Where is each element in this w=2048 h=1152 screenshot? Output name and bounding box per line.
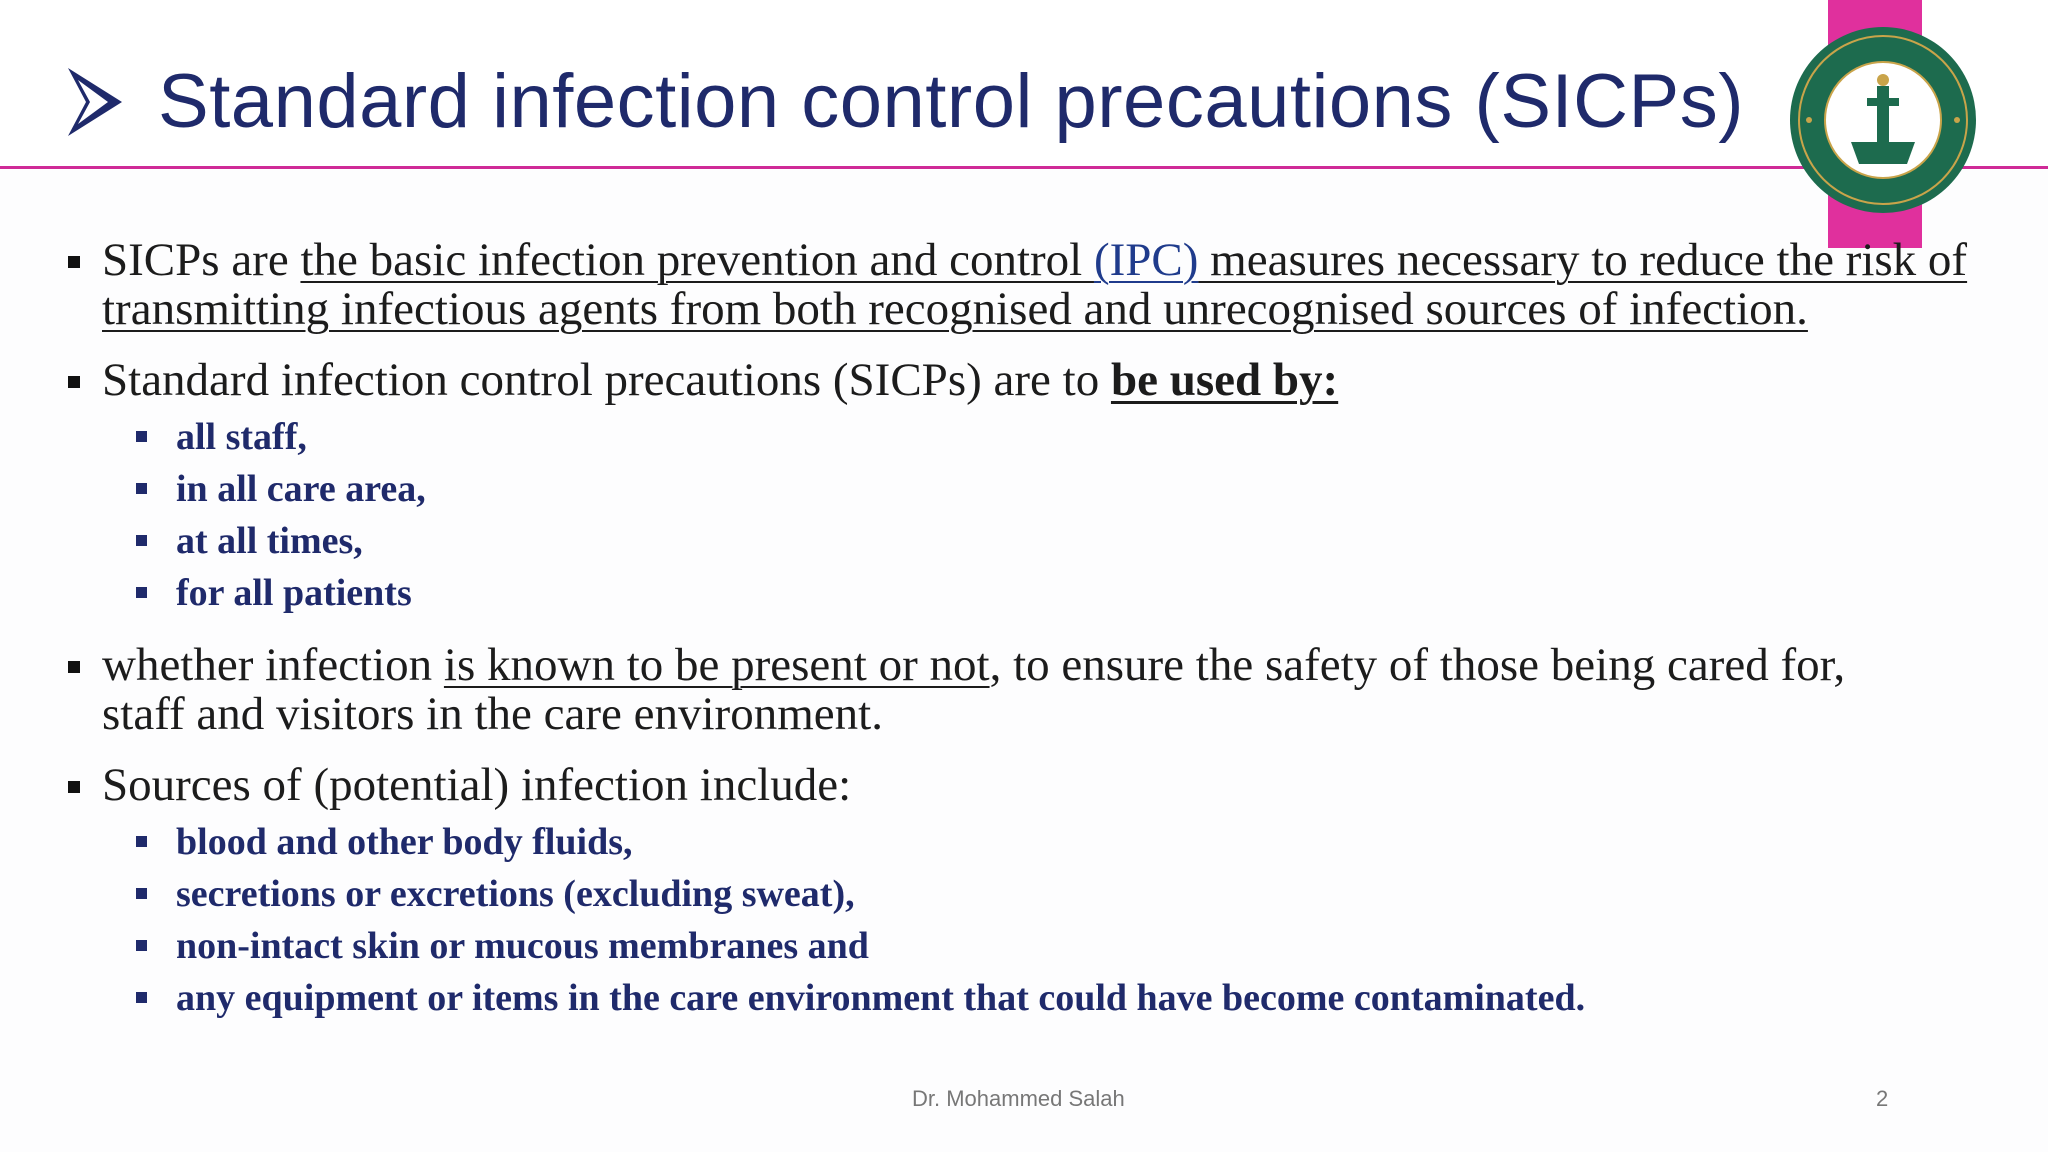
- arrow-bullet-icon: [64, 62, 128, 142]
- sub-item: all staff,: [124, 411, 1936, 463]
- sub-item: at all times,: [124, 515, 1936, 567]
- footer-author: Dr. Mohammed Salah: [912, 1086, 1125, 1111]
- bullet-used-by: [66, 356, 1936, 619]
- faculty-logo: [1787, 24, 1979, 216]
- sub-item: in all care area,: [124, 463, 1936, 515]
- sub-list-used-by: [102, 411, 1936, 619]
- emphasis-text: be used by:: [1110, 354, 1339, 406]
- bullet-text: whether infection: [102, 639, 444, 691]
- bullet-sources: [66, 761, 1936, 1024]
- sub-item: for all patients: [124, 567, 1936, 619]
- underlined-text: measures necessary to reduce the risk of transmitting infectious agents from both recognised and unrecognised sources of infection.: [102, 234, 1968, 335]
- ipc-abbreviation: (IPC): [1093, 234, 1199, 286]
- underlined-text: is known to be present or not: [443, 639, 990, 691]
- page-number: 2: [1876, 1086, 1889, 1111]
- bullet-text: , to ensure the safety of those being cared for, staff and visitors in the care environment.: [102, 639, 1846, 740]
- bullet-known-or-not: [66, 641, 1936, 739]
- sub-item: any equipment or items in the care environment that could have become contaminated.: [124, 972, 1936, 1024]
- title-divider: [0, 166, 2048, 169]
- bullet-definition: [66, 236, 1982, 334]
- bullet-text: Standard infection control precautions (SICPs) are to: [102, 354, 1111, 406]
- sub-item: secretions or excretions (excluding sweat),: [124, 868, 1936, 920]
- sub-item: non-intact skin or mucous membranes and: [124, 920, 1936, 972]
- slide-body: [66, 234, 1968, 1024]
- bullet-text: SICPs are: [102, 234, 301, 286]
- underlined-text: the basic infection prevention and control: [300, 234, 1094, 286]
- bullet-text: Sources of (potential) infection include:: [102, 759, 852, 811]
- sub-item: blood and other body fluids,: [124, 816, 1936, 868]
- slide-title: Standard infection control precautions (SICPs): [158, 59, 1745, 144]
- sub-list-sources: [102, 816, 1936, 1024]
